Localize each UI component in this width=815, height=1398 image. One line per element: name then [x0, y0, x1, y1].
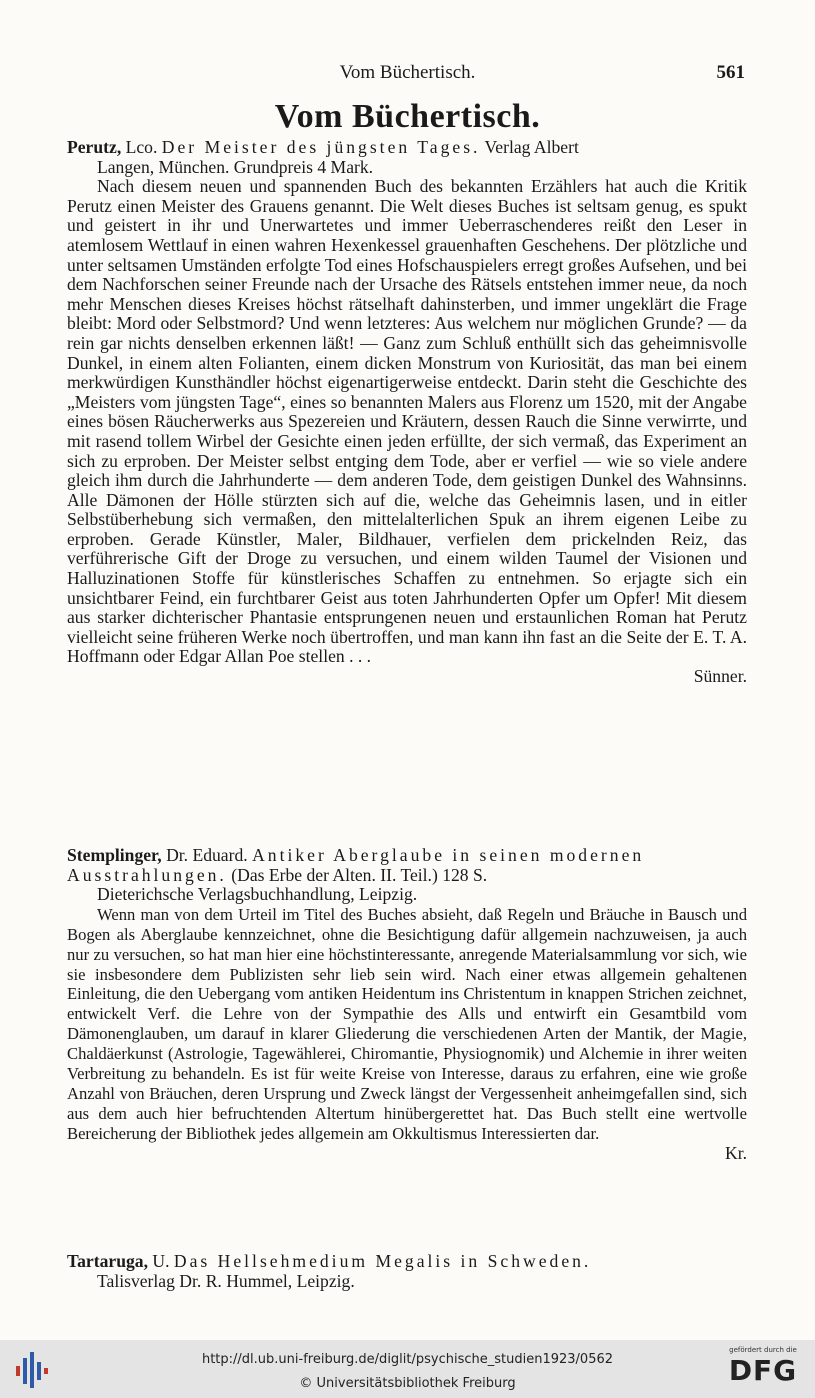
- viewer-footer: [0, 1340, 815, 1398]
- review-signature: Kr.: [725, 1142, 747, 1163]
- review-author-given: Dr. Eduard.: [166, 845, 248, 865]
- permalink[interactable]: http://dl.ub.uni-freiburg.de/diglit/psychische_studien1923/0562: [201, 1352, 614, 1367]
- running-head: [0, 62, 815, 88]
- review-author: Perutz,: [67, 137, 122, 157]
- review-stemplinger: [67, 846, 747, 1163]
- review-author-given: Lco.: [125, 137, 158, 157]
- review-perutz: [67, 138, 747, 687]
- review-book-title: Das Hellsehmedium Megalis in Schweden.: [173, 1251, 592, 1271]
- review-header: [67, 1252, 747, 1272]
- page-number: 561: [716, 62, 745, 83]
- review-author: Stemplinger,: [67, 845, 162, 865]
- review-header: [67, 846, 747, 885]
- review-body: Nach diesem neuen und spannenden Buch des bekannten Erzählers hat auch die Kritik Perutz einen Meister des Grauens genannt. Die Welt dieses Buches ist seltsam genug, es spukt und geistert in ihr und Unerwartetes und immer Ueberraschenderes reißt den Leser in atemlosem Wettlauf in einen wahren Hexenkessel grauenhaften Geschehens. Der plötzliche und unter seltsamen Umständen erfolgte Tod eines Hofschauspielers erregt großes Aufsehen, und bei dem Nachforschen seiner Freunde nach der Ursache des Rätsels entstehen immer neue, da noch mehr Menschen dieses Kreises höchst rätselhaft dahinsterben, und immer ungeklärt die Frage bleibt: Mord oder Selbstmord? Und wenn letzteres: Aus welchem nur möglichen Grunde? — da rein gar nichts denselben erkennen läßt! — Ganz zum Schluß enthüllt sich das geheimnisvolle Dunkel, in einem alten Folianten, einem dicken Monstrum von Kuriosität, das man bei einem merkwürdigen Kunsthändler höchst eigenartigerweise entdeckt. Darin steht die Geschichte des „Meisters vom jüngsten Tage“, eines so benannten Malers aus Florenz um 1520, mit der Angabe eines bösen Räucherwerks aus Spezereien und Kräutern, dessen Rauch die Sinne verwirrte, und mit rasend tollem Wirbel der Gesichte einen jeden erfüllte, der sich vermaß, das Experiment an sich zu erproben. Der Meister selbst entging dem Tode, aber er verfiel — wie so viele andere gleich ihm durch die Jahrhunderte — dem anderen Tode, dem geistigen Dunkel des Wahnsinns. Alle Dämonen der Hölle stürzten sich auf die, welche das Geheimnis lasen, und in eitler Selbstüberhebung sich vermaßen, den mittelalterlichen Spuk an ihrem eigenen Leibe zu erproben. Gerade Künstler, Maler, Bildhauer, verfielen dem prickelnden Reiz, das verführerische Gift der Droge zu versuchen, und einem wilden Taumel der Visionen und Halluzinationen Stoffe für künstlerisches Schaffen zu entnehmen. So erjagte sich ein unsichtbarer Feind, ein furchtbarer Geist aus toten Jahrhunderten Opfer um Opfer! Mit diesem aus starker dichterischer Phantasie entsprungenen neuen und erstaunlichen Roman hat Perutz vielleicht seine früheren Werke noch übertroffen, und man kann ihn fast an die Seite der E. T. A. Hoffmann oder Edgar Allan Poe stellen . . .: [67, 176, 747, 667]
- dfg-badge: [721, 1346, 805, 1394]
- dfg-note: gefördert durch die: [729, 1346, 797, 1354]
- copyright-notice: © Universitätsbibliothek Freiburg: [299, 1376, 516, 1391]
- running-head-title: Vom Büchertisch.: [339, 62, 476, 83]
- section-title: Vom Büchertisch.: [274, 98, 541, 135]
- review-publisher-first: (Das Erbe der Alten. II. Teil.) 128 S.: [231, 864, 488, 885]
- review-publisher: Talisverlag Dr. R. Hummel, Leipzig.: [97, 1270, 355, 1291]
- review-publisher-first: Verlag Albert: [484, 137, 579, 157]
- review-author-given: U.: [152, 1251, 170, 1271]
- review-signature: Sünner.: [693, 666, 747, 687]
- dfg-logo: DFG: [728, 1354, 798, 1387]
- review-book-title: Antiker Aberglaube in seinen modernen Ausstrahlungen.: [67, 845, 645, 885]
- review-tartaruga: [67, 1252, 747, 1291]
- review-author: Tartaruga,: [67, 1251, 148, 1271]
- review-publisher: Langen, München. Grundpreis 4 Mark.: [97, 156, 374, 177]
- review-publisher: Dieterichsche Verlagsbuchhandlung, Leipzig.: [97, 884, 418, 905]
- review-body: Wenn man von dem Urteil im Titel des Buches absieht, daß Regeln und Bräuche in Bausch und Bogen als Aberglaube kennzeichnet, ohne die Besichtigung dafür allgemein nachzuweisen, ja auch nur zu versuchen, so hat man hier eine höchstinteressante, anregende Materialsammlung vor sich, wie sie insbesondere dem Publizisten sehr lieb sein wird. Nach einer etwas allgemein gehaltenen Einleitung, die den Uebergang vom antiken Heidentum ins Christentum in knappen Strichen zeichnet, entwickelt Verf. die Lehre von der Sympathie des Alls und entwirft ein Gesamtbild vom Dämonenglauben, um darauf in klarer Gliederung die verschiedenen Arten der Mantik, der Magie, Chaldäerkunst (Astrologie, Tagewählerei, Chiromantie, Physiognomik) und Alchemie in ihrer weiten Verbreitung zu behandeln. Es ist für weite Kreise von Interesse, daraus zu erfahren, eine wie große Anzahl von Bräuchen, deren Ursprung und Zweck längst der Vergessenheit anheimgefallen sind, sich aus dem auch hier befruchtenden Altertum hinübergerettet hat. Das Buch stellt eine wertvolle Bereicherung der Bibliothek jedes allgemein am Okkultismus Interessierten dar.: [67, 904, 747, 1143]
- review-book-title: Der Meister des jüngsten Tages.: [161, 137, 481, 157]
- review-header: [67, 138, 747, 158]
